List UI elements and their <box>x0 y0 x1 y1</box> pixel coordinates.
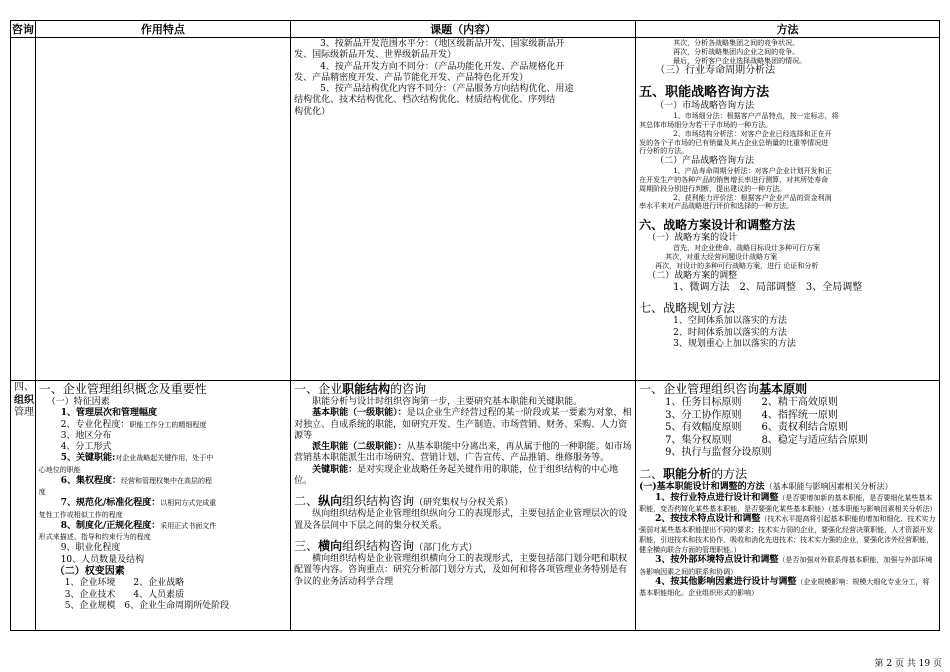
feature-item <box>39 521 287 532</box>
text-line: 2、获利能力评价法：根据客户企业产品的资金利润 <box>673 193 832 202</box>
feature-desc: 形式来描述、指导和约束行为的程度 <box>38 533 151 541</box>
text-line: 5、有效幅度原则 6、责权利结合原则 <box>665 422 848 433</box>
term-desc: 是对实现企业战略任务起关键作用的职能，位于组织结构的中心地位。 <box>294 464 619 486</box>
text-line: 7、集分权原则 8、稳定与适应结合原则 <box>665 434 868 446</box>
term-desc: 是以企业生产经营过程的某一阶段或某一要素为对象，相对独立、自成系统的职能，如研究开发、生产制造、市场营销、财务、采购、人力资源等 <box>294 408 632 441</box>
feature-desc: 对企业战略起关键作用，处于中 <box>115 454 214 463</box>
term-desc: 从基本职能中分离出来，再从属于他的一种职能。如市场营销基本职能派生出市场研究、营销计划、广告宣传、产品推销、维修服务等。 <box>294 442 632 464</box>
text-line: 1、产品寿命周期分析法：对客户企业计划开发和正 <box>673 167 832 176</box>
heading-part: 组织结构咨询 <box>342 494 415 508</box>
heading-part: 组织结构咨询 <box>342 538 415 553</box>
feature-item <box>39 476 287 487</box>
text-line: 发、产品精密度开发、产品节能化开发、产品特色化开发） <box>294 72 529 83</box>
text-line: 在开发生产的各种产品的销售增长率进行测算，对其所处寿命 <box>639 176 829 184</box>
heading-note: （部门化方式） <box>414 542 478 553</box>
text-line: 发的各个子市场的已有销量及其占企业总销量的比重等情况进 <box>639 138 829 147</box>
heading-part: 三、 <box>294 538 319 553</box>
row2-col2 <box>35 381 290 631</box>
text-line: 构优化） <box>294 106 331 117</box>
row2-col4 <box>636 381 940 631</box>
term-label: 派生职能（二级职能）： <box>312 442 407 452</box>
heading-part-bold: 职能结构 <box>342 382 391 396</box>
page <box>10 20 940 631</box>
text-line: 周期阶段分别进行判断，提出建议的一种方法。 <box>639 184 787 193</box>
text-line: 再次，分析战略集团内企业之间的竞争。 <box>673 47 800 56</box>
term-desc: （基本职能与影响因素相关分析法） <box>764 481 893 491</box>
text-line: 率水平来对产品战略进行评价和选择的一种方法。 <box>639 202 794 211</box>
text-line: 1、企业环境 2、企业战略 <box>64 578 185 589</box>
paragraph: 横向组织结构是企业管理组织横向分工的表现形式，主要包括部门划分吧和职权配置等内容。咨询重点：研究分析部门划分方式，及如何和将各项管理业务特别是有争议的业务活动科学合理 <box>294 554 628 587</box>
feature-label: 10、人员数量及结构 <box>60 554 145 565</box>
feature-label: 7、规范化/标准化程度： <box>60 498 161 509</box>
table-row <box>11 38 940 381</box>
paragraph <box>639 577 936 598</box>
text-line: 结构优化、技术结构优化、档次结构优化、材质结构优化、序列结 <box>294 95 556 106</box>
text-line: 2、时间体系加以落实的方法 <box>673 327 787 338</box>
feature-desc: 心地位的职能 <box>38 465 81 474</box>
category-label: 组织 <box>14 394 34 406</box>
subheading: （二）产品战略咨询方法 <box>655 156 755 166</box>
paragraph <box>639 555 936 576</box>
feature-item <box>39 431 287 442</box>
feature-desc: 复性工作或相似工作的程度 <box>38 510 123 519</box>
text-line: 首先，对企业使命、战略目标设计多种可行方案 <box>673 244 821 253</box>
heading-part: 二、 <box>639 466 664 481</box>
table-row <box>11 381 940 631</box>
header-role: 作用特点 <box>35 21 290 38</box>
heading-part: 一、企业 <box>294 382 343 396</box>
term-desc: （企业规模影响：规模大细化专业分工，将基本职能细化。企业组织形式的影响） <box>639 577 930 597</box>
text-line: 发、国际级新品开发、世界级新品开发） <box>294 50 457 61</box>
feature-item <box>39 498 287 509</box>
feature-label: 4、分工形式 <box>60 442 112 452</box>
text-line: 再次，对设计的多种可行战略方案，进行 论证和分析 <box>655 261 819 270</box>
term-label: (一)基本职能设计和调整的方法 <box>639 481 765 492</box>
text-line: 1、市场细分法：根据客户产品特点，按一定标志，将 <box>673 112 839 121</box>
row1-col4 <box>636 38 940 381</box>
text-line: 其次，分析各战略集团之间的竞争状况。 <box>673 39 800 47</box>
content-table <box>10 20 940 631</box>
section-heading <box>294 494 632 509</box>
paragraph <box>639 493 936 514</box>
feature-item <box>39 465 287 476</box>
header-topic: 课题（内容） <box>291 21 636 38</box>
subheading: （二）战略方案的调整 <box>647 270 738 281</box>
heading-note: （研究集权与分权关系） <box>414 498 514 508</box>
text-line: 3、分工协作原则 4、指挥统一原则 <box>665 409 838 421</box>
feature-desc: 以相同方式完成重 <box>160 499 217 508</box>
section-heading <box>294 382 632 397</box>
category-label: 管理 <box>14 407 34 418</box>
table-header-row <box>11 21 940 38</box>
paragraph <box>294 442 632 465</box>
feature-label: 3、地区分布 <box>60 430 112 441</box>
heading-part-bold: 职能分析 <box>663 466 712 481</box>
term-desc: （是否加强对外联系得基本职能，加强与外部环境各影响因素之间的联系和协调） <box>639 556 933 576</box>
text-line: 其总体市场细分为若干子市场的一种方法。 <box>639 121 773 129</box>
subheading: （一）市场战略咨询方法 <box>655 101 755 111</box>
text-line: 3、企业技术 4、人员素质 <box>64 589 185 600</box>
term-label: 2、按技术特点设计和调整 <box>655 514 761 524</box>
section-heading <box>294 539 632 554</box>
category-label: 四、 <box>14 382 34 393</box>
subheading: （二）权变因素 <box>54 565 125 577</box>
section-heading: 六、战略方案设计和调整方法 <box>639 218 796 232</box>
subheading: （一）战略方案的设计 <box>647 233 738 243</box>
text-line: 其次，对重大经营问题设计战略方案 <box>665 253 778 261</box>
text-line: 3、按新品开发范围水平分：（地区级新品开发、国家级新品开 <box>320 39 565 49</box>
subheading: （一）特征因素 <box>46 397 110 407</box>
page-footer: 第 2 页 共 19 页 <box>874 659 942 669</box>
heading-part: 的咨询 <box>390 382 427 396</box>
section-heading <box>639 467 936 482</box>
row1-col1 <box>11 38 36 381</box>
heading-part: 二、 <box>294 494 319 508</box>
term-desc: （是否要增加新的基本职能，是否要细化某些基本职能，变否药简化某些基本职能，是否要强化某些基本职能）（基本职能与影响因素相关分析法） <box>639 493 937 513</box>
feature-item <box>39 420 287 431</box>
heading-part-bold: 基本原则 <box>759 382 808 396</box>
row1-col3 <box>291 38 636 381</box>
paragraph: 纵向组织结构是企业管理组织纵向分工的表现形式，主要包括企业管理层次的设置及各层间中下层之间的集分权关系。 <box>294 509 628 531</box>
feature-desc: 采用正式书面文件 <box>160 521 217 530</box>
feature-desc: 经营和管理权集中在高层的程 <box>120 476 212 485</box>
feature-desc: 度 <box>38 488 46 496</box>
section-heading: 七、战略规划方法 <box>639 301 736 316</box>
feature-item <box>39 555 287 566</box>
feature-item <box>39 453 287 464</box>
paragraph <box>294 465 632 488</box>
paragraph <box>294 408 632 442</box>
text-line: （三）行业寿命周期分析法 <box>655 65 776 77</box>
row2-col1 <box>11 381 36 631</box>
term-label: 3、按外部环境特点设计和调整 <box>655 555 779 566</box>
feature-label: 9、职业化程度 <box>60 543 121 554</box>
text-line: 1、微调方法 2、局部调整 3、全局调整 <box>673 281 863 293</box>
header-consult: 咨询 <box>11 21 36 38</box>
feature-item <box>39 487 287 498</box>
heading-part: 的方法 <box>711 466 748 481</box>
row2-col3 <box>291 381 636 631</box>
section-heading: 一、企业管理组织概念及重要性 <box>38 382 207 396</box>
feature-label: 1、管理层次和管理幅度 <box>60 408 157 419</box>
heading-part-bold: 横向 <box>318 538 343 553</box>
text-line: 最后，分析客户企业选择战略集团的情况。 <box>673 56 807 65</box>
text-line: 行分析的方法。 <box>639 147 689 156</box>
feature-item <box>39 510 287 521</box>
feature-item <box>39 442 287 453</box>
section-heading <box>639 382 936 397</box>
heading-part-bold: 纵向 <box>318 494 343 508</box>
paragraph: 职能分析与设计时组织咨询第一步，主要研究基本职能和关键职能。 <box>312 397 583 407</box>
feature-label: 8、制度化/正规化程度： <box>60 520 161 531</box>
text-line: 4、按产品开发方向不同分：（产品功能化开发、产品规格化开 <box>320 61 565 72</box>
feature-label: 5、关键职能: <box>60 453 116 464</box>
feature-label: 2、专业化程度： <box>60 419 130 430</box>
heading-part: 一、企业管理组织咨询 <box>639 382 760 396</box>
text-line: 2、市场结构分析法：对客户企业已经选择和正在开 <box>673 129 832 138</box>
row1-col2 <box>35 38 290 381</box>
text-line: 9、执行与监督分设原则 <box>665 447 772 458</box>
feature-item <box>39 543 287 554</box>
feature-item <box>39 408 287 419</box>
text-line: 1、任务目标原则 2、精干高效原则 <box>665 397 838 408</box>
term-label: 1、按行业特点进行设计和调整 <box>655 492 779 503</box>
term-label: 关键职能： <box>312 464 358 475</box>
term-desc: （技术水平提高将引起基本职能的增加和细化、技术实力强弱对某些基本职能提出不同的要求；技术实力弱的企业，要强化经营决策职能，人才资源开发职能，引进技术和技术协作，吸收和消化先进技术；技术实力强的企业，要强化涉外经营职能，健全横向联合方面的管理职能。） <box>639 515 936 555</box>
paragraph <box>639 482 936 493</box>
feature-item <box>39 532 287 543</box>
header-method: 方法 <box>636 21 940 38</box>
term-label: 基本职能（一级职能）： <box>312 408 407 419</box>
feature-label: 6、集权程度： <box>60 475 121 486</box>
text-line: 1、空间体系加以落实的方法 <box>673 316 787 327</box>
feature-list <box>39 408 287 566</box>
text-line: 5、企业规模 6、企业生命周期所处阶段 <box>64 600 230 611</box>
text-line: 5、按产品结构优化内容不同分：（产品服务方向结构优化、用途 <box>320 84 574 94</box>
feature-desc: 职能工作分工的精细程度 <box>129 420 207 429</box>
text-line: 3、规划重心上加以落实的方法 <box>673 338 796 349</box>
term-label: 4、按其他影响因素进行设计与调整 <box>655 576 797 587</box>
section-heading: 五、职能战略咨询方法 <box>639 84 770 100</box>
paragraph <box>639 514 936 555</box>
